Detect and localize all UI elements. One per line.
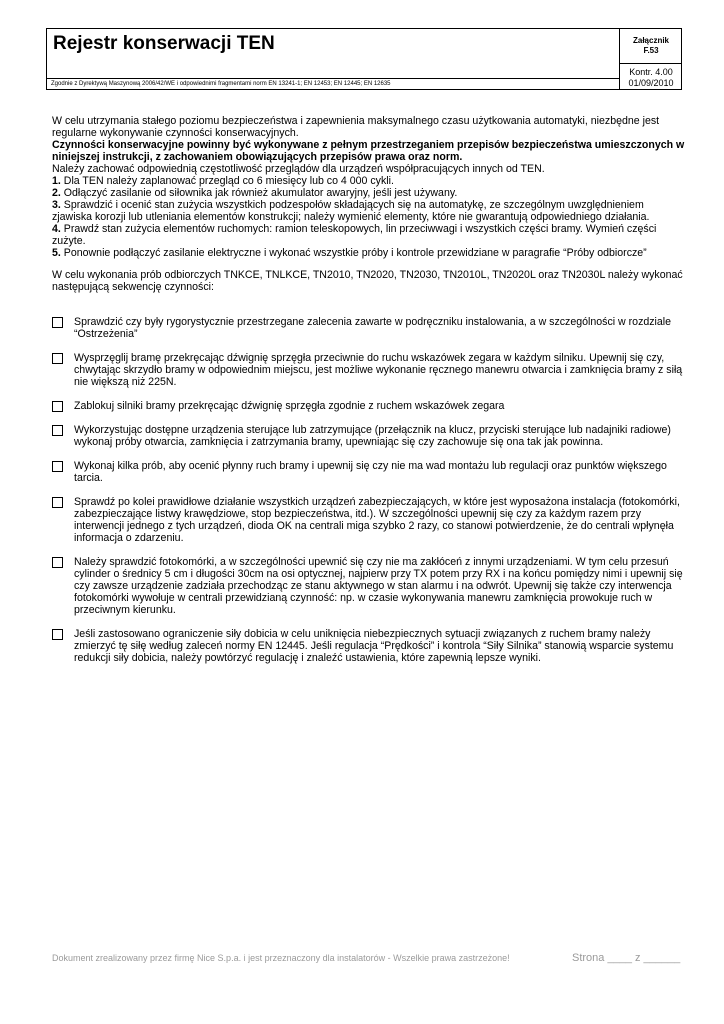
acceptance-tests-intro: W celu wykonania prób odbiorczych TNKCE, TNLKCE, TN2010, TN2020, TN2030, TN2010L, TN2020L oraz TN2030L należy wykonać następującą sekwencję czynności: xyxy=(52,269,683,293)
checkbox[interactable] xyxy=(52,425,63,436)
step-number: 3. xyxy=(52,199,61,211)
checkbox[interactable] xyxy=(52,353,63,364)
checklist-item xyxy=(52,628,686,664)
document-header xyxy=(46,28,682,90)
header-divider xyxy=(620,63,682,64)
norms-reference: Zgodnie z Dyrektywą Maszynową 2006/42/WE i odpowiednimi fragmentami norm EN 13241-1; EN 12453; EN 12445; EN 12635 xyxy=(47,78,619,89)
checklist-text: Sprawdzić czy były rygorystycznie przestrzegane zalecenia zawarte w podręczniku instalowania, a w szczególności w rozdziale “Ostrzeżenia” xyxy=(74,316,672,340)
checkbox[interactable] xyxy=(52,317,63,328)
checklist-item xyxy=(52,316,686,340)
step-text: Sprawdzić i ocenić stan zużycia wszystkich podzespołów składających się na automatykę, ze szczególnym uwzględnieniem zjawiska korozji lub utleniania elementów konstrukcji; należy wymienić elementy, które nie gwarantują odpowiedniego działania. xyxy=(52,199,650,223)
intro-section xyxy=(52,115,686,293)
checkbox[interactable] xyxy=(52,401,63,412)
step-number: 5. xyxy=(52,247,61,259)
checkbox[interactable] xyxy=(52,629,63,640)
step-text: Odłączyć zasilanie od siłownika jak również akumulator awaryjny, jeśli jest używany. xyxy=(60,187,458,199)
checklist-text: Wykonaj kilka prób, aby ocenić płynny ruch bramy i upewnij się czy nie ma wad montażu lub regulacji oraz punktów większego tarcia. xyxy=(74,460,667,484)
checklist-item xyxy=(52,424,686,448)
step-item xyxy=(52,223,686,247)
step-text: Ponownie podłączyć zasilanie elektryczne i wykonać wszystkie próby i kontrole przewidziane w paragrafie “Próby odbiorcze” xyxy=(60,247,647,259)
header-meta-cell xyxy=(620,29,682,89)
checkbox[interactable] xyxy=(52,461,63,472)
checklist-text: Wykorzystując dostępne urządzenia sterujące lub zatrzymujące (przełącznik na klucz, przyciski sterujące lub nadajniki radiowe) wykonaj próby otwarcia, zamknięcia i zatrzymania bramy, upewniając się czy zachowuje się ona tak jak powinna. xyxy=(74,424,671,448)
frequency-note: Należy zachować odpowiednią częstotliwość przeglądów dla urządzeń współpracujących innych od TEN. xyxy=(52,163,545,175)
copyright-notice: Dokument zrealizowany przez firmę Nice S.p.a. i jest przeznaczony dla instalatorów - Wszelkie prawa zastrzeżone! xyxy=(52,953,510,963)
page-number-field: Strona ____ z ______ xyxy=(572,952,681,964)
revision-date: 01/09/2010 xyxy=(628,78,674,88)
revision-label: Kontr. 4.00 xyxy=(629,67,673,77)
checklist-text: Jeśli zastosowano ograniczenie siły dobicia w celu uniknięcia niebezpiecznych sytuacji związanych z ruchem bramy należy zmierzyć tę siłę według zaleceń normy EN 12445. Jeśli regulacja “Prędkości” i kontrola “Siły Silnika” stanowią wsparcie systemu redukcji siły dobicia, należy powtórzyć regulację i znaleźć ustawienia, które zapewnią lepsze wyniki. xyxy=(74,628,674,664)
safety-notice: Czynności konserwacyjne powinny być wykonywane z pełnym przestrzeganiem przepisów bezpieczeństwa umieszczonych w niniejszej instrukcji, z zachowaniem obowiązujących przepisów prawa oraz norm. xyxy=(52,139,685,163)
intro-paragraph: W celu utrzymania stałego poziomu bezpieczeństwa i zapewnienia maksymalnego czasu użytkowania automatyki, niezbędne jest regularne wykonywanie czynności konserwacyjnych. xyxy=(52,115,660,139)
step-text: Dla TEN należy zaplanować przegląd co 6 miesięcy lub co 4 000 cykli. xyxy=(60,175,394,187)
checklist xyxy=(52,316,686,676)
checklist-text: Należy sprawdzić fotokomórki, a w szczególności upewnić się czy nie ma zakłóceń z innymi urządzeniami. W tym celu przesuń cylinder o średnicy 5 cm i długości 30cm na osi optycznej, najpierw przy TX potem przy RX i na końcu pomiędzy nimi i upewnij się czy zawsze urządzenie zadziała przechodząc ze stanu aktywnego w stan alarmu i na odwrót. Upewnij się także czy interwencja fotokomórki wywołuje w centrali przewidzianą czynność: np. w czasie wykonywania manewru zamknięcia prowokuje ruch w przeciwnym kierunku. xyxy=(74,556,683,616)
step-text: Prawdź stan zużycia elementów ruchomych: ramion teleskopowych, lin przeciwwagi i wszystkich części bramy. Wymień części zużyte. xyxy=(52,223,657,247)
checklist-text: Wysprzęglij bramę przekręcając dźwignię sprzęgła przeciwnie do ruchu wskazówek zegara w każdym silniku. Upewnij się czy, chwytając skrzydło bramy w odpowiednim miejscu, jest możliwe wykonanie ręcznego manewru otwarcia i zamknięcia bramy z siłą nie większą niż 225N. xyxy=(74,352,683,388)
checklist-text: Zablokuj silniki bramy przekręcając dźwignię sprzęgła zgodnie z ruchem wskazówek zegara xyxy=(74,400,505,412)
checklist-item xyxy=(52,496,686,544)
page-title: Rejestr konserwacji TEN xyxy=(53,33,275,54)
header-title-cell xyxy=(47,29,620,89)
checklist-item xyxy=(52,556,686,616)
checkbox[interactable] xyxy=(52,497,63,508)
checklist-item xyxy=(52,400,686,412)
checkbox[interactable] xyxy=(52,557,63,568)
step-item xyxy=(52,175,686,187)
step-item xyxy=(52,247,686,259)
step-number: 4. xyxy=(52,223,61,235)
step-number: 2. xyxy=(52,187,61,199)
step-item xyxy=(52,187,686,199)
checklist-text: Sprawdź po kolei prawidłowe działanie wszystkich urządzeń zabezpieczających, w które jest wyposażona instalacja (fotokomórki, zabezpieczające listwy krawędziowe, stop bezpieczeństwa, itd.). W szczególności upewnij się czy za każdym razem przy interwencji jednego z tych urządzeń, dioda OK na centrali miga szybko 2 razy, co stanowi potwierdzenie, że do centrali wpłynęła informacja o zdarzeniu. xyxy=(74,496,680,544)
attachment-code: F.53 xyxy=(643,46,659,55)
checklist-item xyxy=(52,352,686,388)
checklist-item xyxy=(52,460,686,484)
step-item xyxy=(52,199,686,223)
attachment-label: Załącznik xyxy=(632,36,669,45)
step-number: 1. xyxy=(52,175,61,187)
